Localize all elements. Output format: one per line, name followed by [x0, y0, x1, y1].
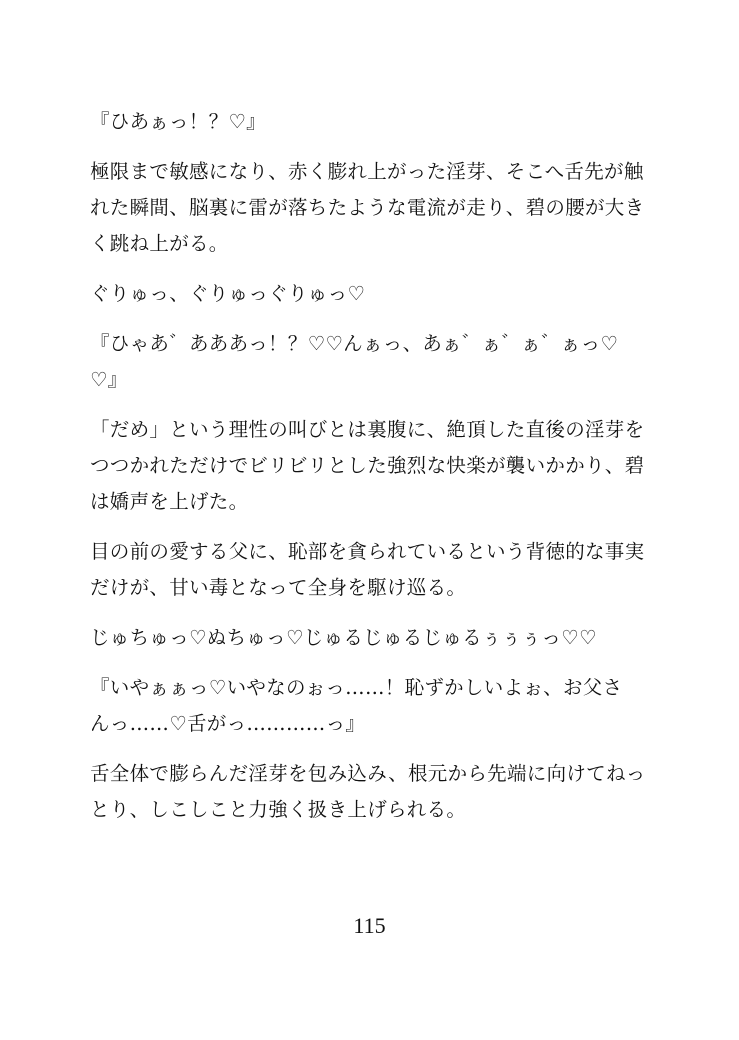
body-text — [90, 104, 650, 842]
paragraph-narration: 目の前の愛する父に、恥部を貪られているという背徳的な事実 だけが、甘い毒となって全身を駆け巡る。 — [90, 540, 645, 599]
paragraph-sound-effect: じゅちゅっ♡ぬちゅっ♡じゅるじゅるじゅるぅぅぅっ♡♡ — [90, 626, 597, 649]
paragraph-narration: 「だめ」という理性の叫びとは裏腹に、絶頂した直後の淫芽を つつかれただけでビリビリとした強烈な快楽が襲いかかり、碧 は嬌声を上げた。 — [90, 418, 645, 513]
paragraph-dialogue: 『ひゃあ゛あああっ！？♡♡んぁっ、あぁ゛ぁ゛ぁ゛ぁっ♡ ♡』 — [90, 332, 619, 391]
paragraph-dialogue: 『いやぁぁっ♡いやなのぉっ……！恥ずかしいよぉ、お父さ んっ……♡舌がっ…………っ』 — [90, 676, 623, 735]
paragraph-narration: 極限まで敏感になり、赤く膨れ上がった淫芽、そこへ舌先が触 れた瞬間、脳裏に雷が落ちたような電流が走り、碧の腰が大き く跳ね上がる。 — [90, 160, 645, 255]
page-number: 115 — [353, 913, 386, 938]
paragraph-narration: 舌全体で膨らんだ淫芽を包み込み、根元から先端に向けてねっ とり、しこしこと力強く扱き上げられる。 — [90, 762, 646, 821]
paragraph-sound-effect: ぐりゅっ、ぐりゅっぐりゅっ♡ — [90, 282, 366, 305]
paragraph-dialogue: 『ひあぁっ！？♡』 — [90, 110, 266, 133]
